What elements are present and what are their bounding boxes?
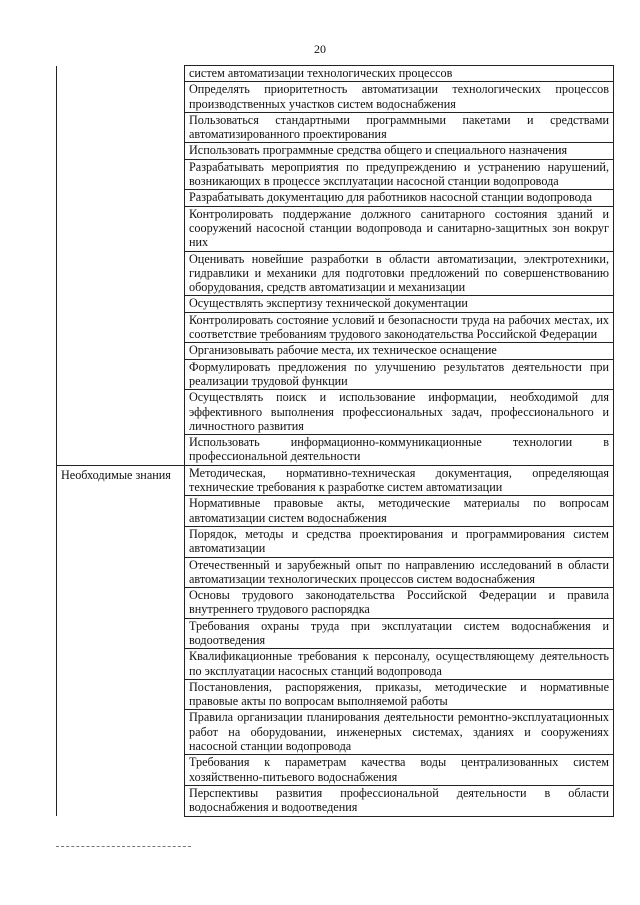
item-cell: Оценивать новейшие разработки в области автоматизации, электротехники, гидравлики и механики для подготовки предложений по совершенствованию оборудования, средств автоматизации и механизации — [185, 251, 614, 296]
item-cell: Пользоваться стандартными программными пакетами и средствами автоматизированного проектирования — [185, 112, 614, 143]
item-cell: Отечественный и зарубежный опыт по направлению исследований в области автоматизации технологических процессов систем водоснабжения — [185, 557, 614, 588]
item-cell: Методическая, нормативно-техническая документация, определяющая технические требования к разработке систем автоматизации — [185, 465, 614, 496]
item-cell: систем автоматизации технологических процессов — [185, 66, 614, 82]
item-cell: Правила организации планирования деятельности ремонтно-эксплуатационных работ на оборудовании, инженерных системах, зданиях и сооружениях насосной станции водопровода — [185, 710, 614, 755]
item-cell: Квалификационные требования к персоналу, осуществляющему деятельность по эксплуатации насосных станций водопровода — [185, 649, 614, 680]
competency-table — [56, 65, 614, 817]
category-cell — [57, 66, 185, 466]
item-cell: Перспективы развития профессиональной деятельности в области водоснабжения и водоотведения — [185, 785, 614, 816]
item-cell: Разрабатывать мероприятия по предупреждению и устранению нарушений, возникающих в процессе эксплуатации насосной станции водопровода — [185, 159, 614, 190]
item-cell: Нормативные правовые акты, методические материалы по вопросам автоматизации систем водоснабжения — [185, 496, 614, 527]
item-cell: Контролировать состояние условий и безопасности труда на рабочих местах, их соответствие требованиям трудового законодательства Российской Федерации — [185, 312, 614, 343]
bottom-rule — [56, 846, 191, 847]
item-cell: Использовать информационно-коммуникационные технологии в профессиональной деятельности — [185, 435, 614, 466]
page-number: 20 — [314, 42, 326, 56]
category-cell: Необходимые знания — [57, 465, 185, 816]
item-cell: Осуществлять экспертизу технической документации — [185, 296, 614, 312]
item-cell: Контролировать поддержание должного санитарного состояния зданий и сооружений насосной станции водопровода и санитарно-защитных зон вокруг них — [185, 206, 614, 251]
item-cell: Разрабатывать документацию для работников насосной станции водопровода — [185, 190, 614, 206]
item-cell: Требования охраны труда при эксплуатации систем водоснабжения и водоотведения — [185, 618, 614, 649]
item-cell: Организовывать рабочие места, их техническое оснащение — [185, 343, 614, 359]
table-row — [57, 66, 614, 82]
item-cell: Порядок, методы и средства проектирования и программирования систем автоматизации — [185, 526, 614, 557]
item-cell: Определять приоритетность автоматизации технологических процессов производственных участков систем водоснабжения — [185, 82, 614, 113]
table-row — [57, 465, 614, 496]
item-cell: Формулировать предложения по улучшению результатов деятельности при реализации трудовой функции — [185, 359, 614, 390]
item-cell: Требования к параметрам качества воды централизованных систем хозяйственно-питьевого водоснабжения — [185, 755, 614, 786]
item-cell: Осуществлять поиск и использование информации, необходимой для эффективного выполнения профессиональных задач, профессионального и личностного развития — [185, 390, 614, 435]
item-cell: Постановления, распоряжения, приказы, методические и нормативные правовые акты по вопросам выполняемой работы — [185, 679, 614, 710]
item-cell: Использовать программные средства общего и специального назначения — [185, 143, 614, 159]
item-cell: Основы трудового законодательства Российской Федерации и правила внутреннего трудового распорядка — [185, 588, 614, 619]
